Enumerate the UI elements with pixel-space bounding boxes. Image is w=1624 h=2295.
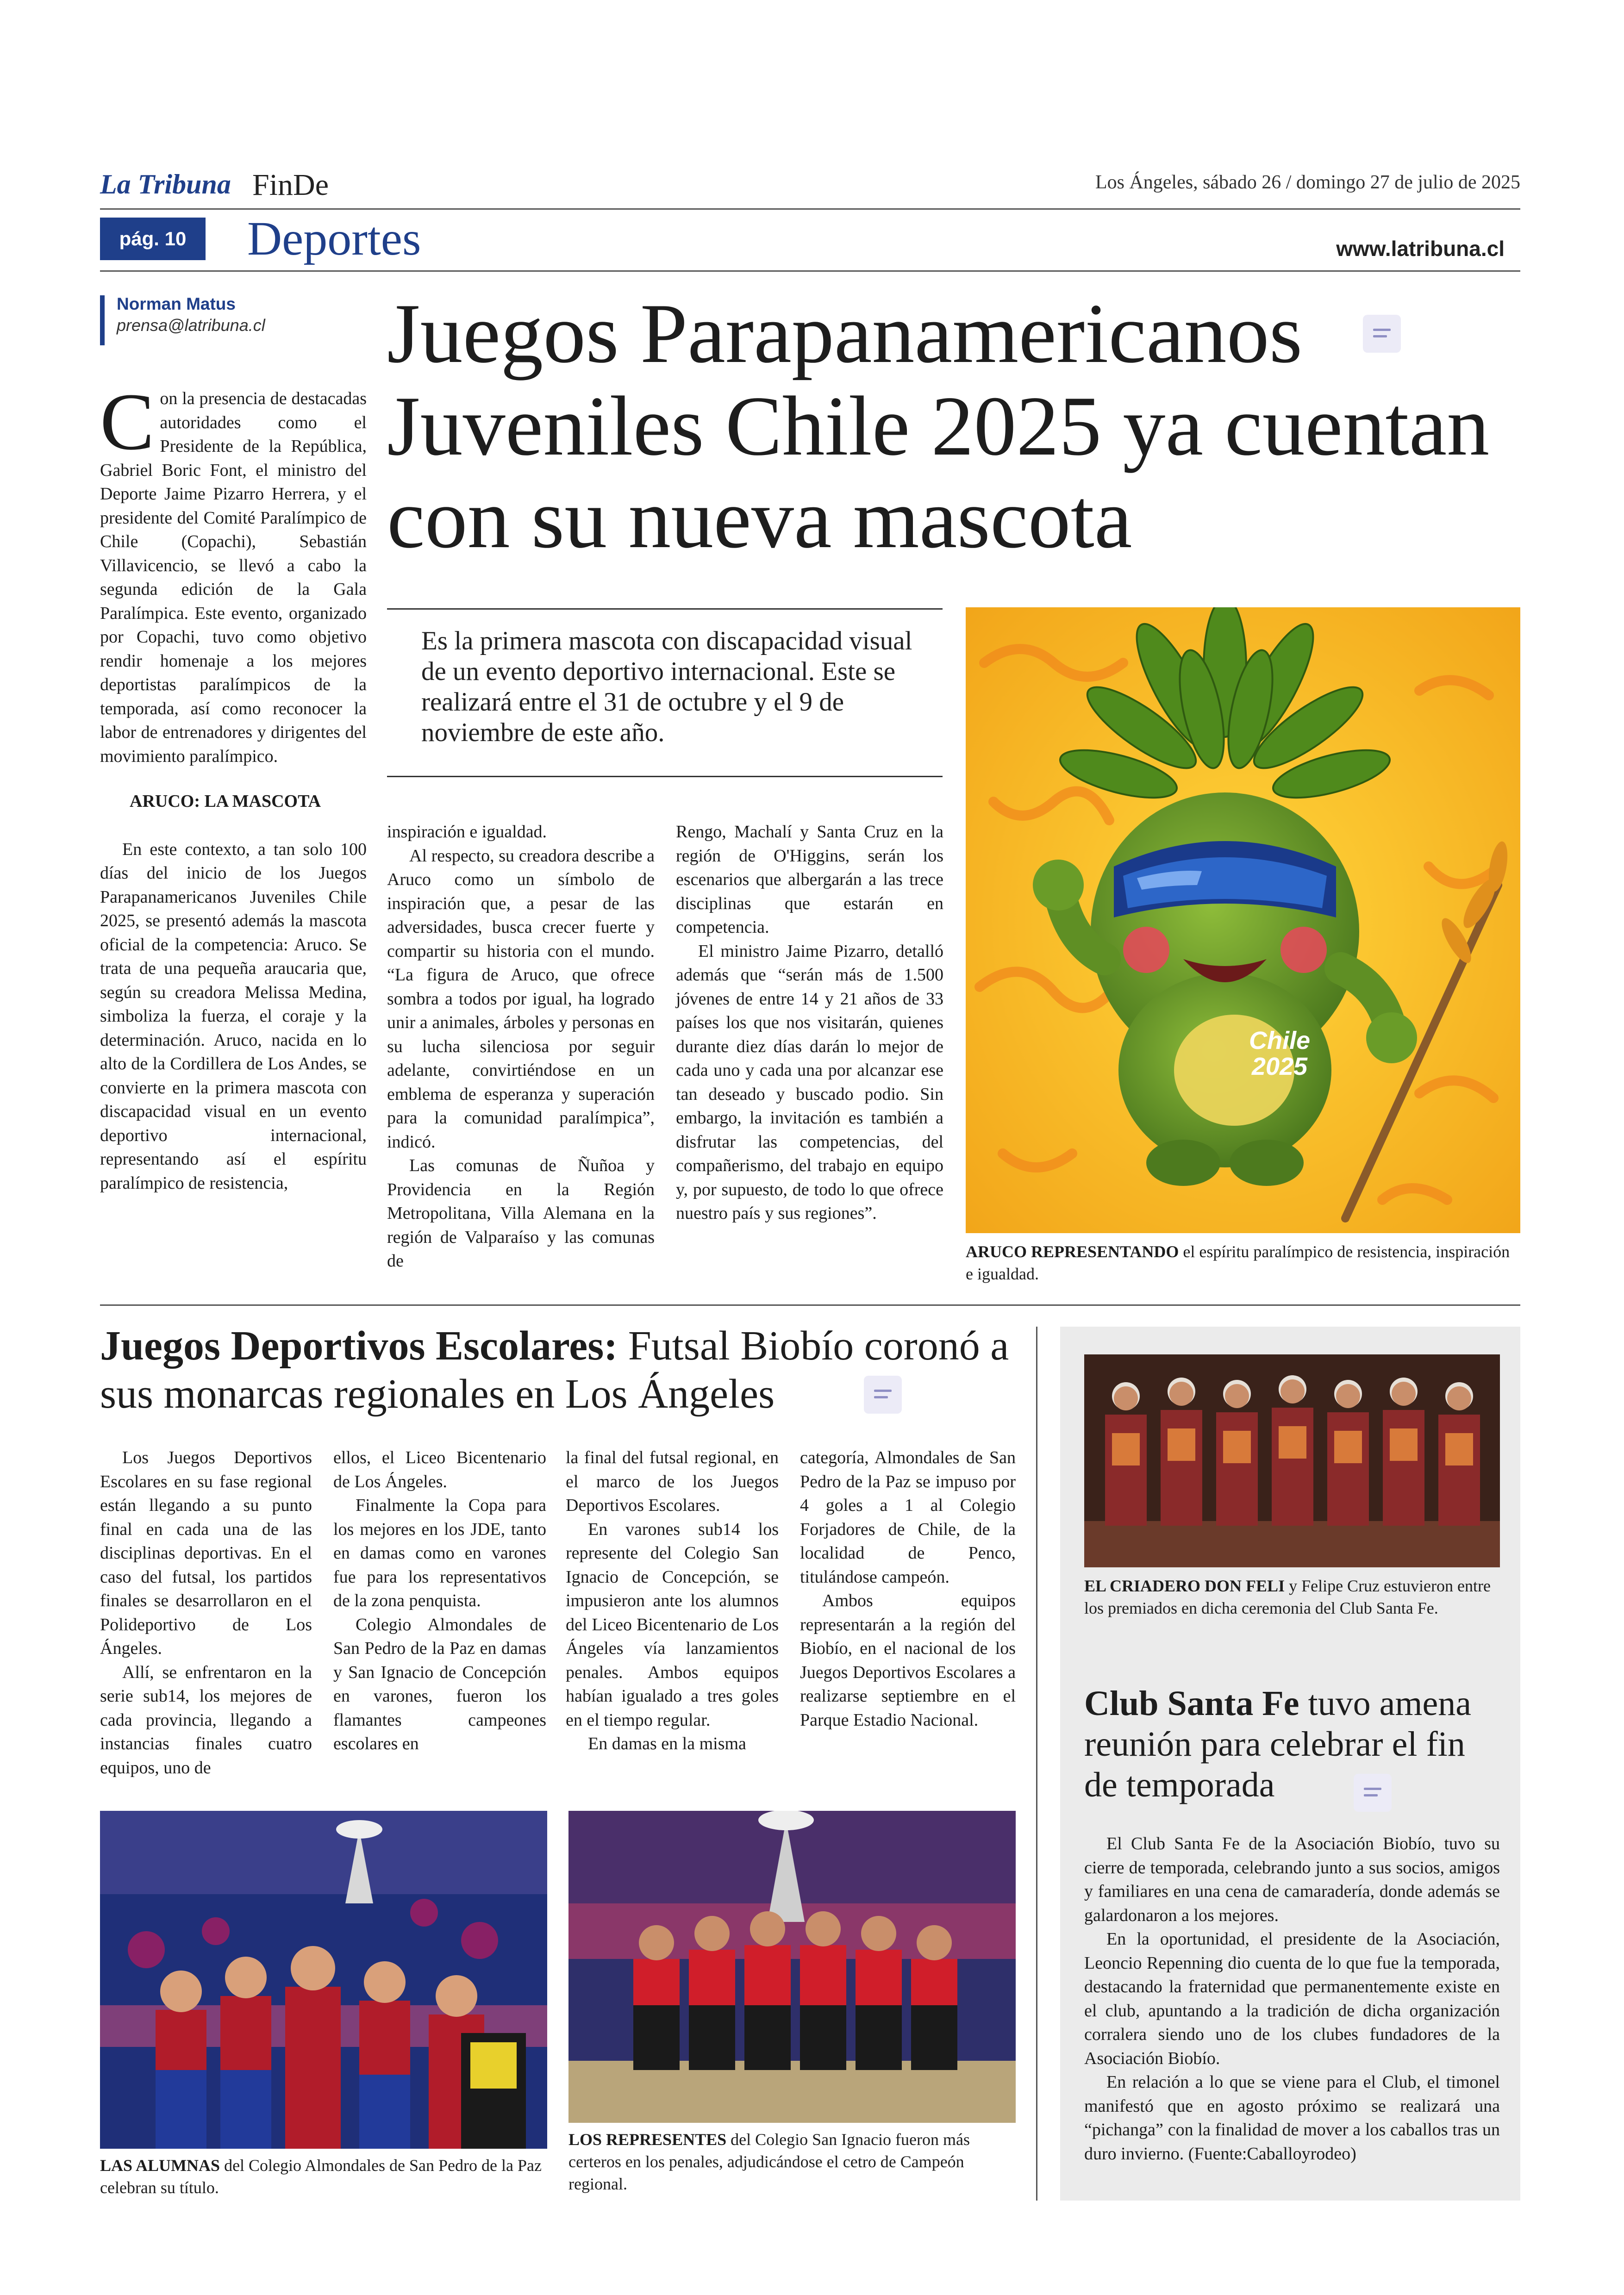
main-col-3 (676, 820, 943, 1226)
comment-icon[interactable] (864, 1376, 902, 1414)
main-col-3-paragraph-2: El ministro Jaime Pizarro, detalló además que “serán más de 1.500 jóvenes de entre 14 y 21 años de 33 países los que nos visitarán, quienes durante diez días darán lo mejor de cada uno y cada una por alcanzar ese tan deseado y buscado podio. Sin embargo, la invitación es también a disfrutar las competencias, del compañerismo, del trabajo en equipo y, por supuesto, de todo lo que ofrece nuestro país y sus regiones”. (676, 941, 943, 1223)
futsal-col-3-paragraph-3: En damas en la misma (588, 1734, 746, 1753)
futsal-col-1 (100, 1446, 312, 1780)
section-title: Deportes (247, 212, 421, 265)
sidebar-headline-bold: Club Santa Fe (1084, 1684, 1299, 1723)
futsal-col-4-paragraph-1: categoría, Almondales de San Pedro de la Paz se impuso por 4 goles a 1 al Colegio Forjadores de Chile, de la localidad de Penco, titulándose campeón. (800, 1448, 1016, 1587)
main-col-2-paragraph-2: Al respecto, su creadora describe a Aruco como un símbolo de inspiración que, a pesar de las adversidades, busca crecer fuerte y compartir su historia con el mundo. “La figura de Aruco, que ofrece sombra a todos por igual, ha logrado unir a animales, árboles y personas en su lucha silenciosa por seguir adelante, convirtiéndose en un emblema de esperanza y superación para la comunidad paralímpica”, indicó. (387, 846, 655, 1152)
sidebar-box (1060, 1327, 1520, 2201)
main-headline (387, 287, 1489, 565)
header-rule-bottom (100, 270, 1520, 272)
mascot-badge-line-2: 2025 (1251, 1053, 1308, 1080)
deck-rule-bottom (387, 776, 943, 777)
comment-icon[interactable] (1363, 315, 1401, 353)
mascot-illustration (966, 607, 1520, 1233)
comment-icon[interactable] (1354, 1774, 1392, 1812)
sidebar-photo-caption-bold: EL CRIADERO DON FELI (1084, 1577, 1285, 1595)
main-col-2 (387, 820, 655, 1273)
futsal-headline-text: Futsal Biobío coronó a sus monarcas regionales en Los Ángeles (100, 1323, 1009, 1417)
futsal-col-1-paragraph-2: Allí, se enfrentaron en la serie sub14, los mejores de cada provincia, llegando a instancias finales cuatro equipos, uno de (100, 1662, 312, 1777)
dropcap: C (100, 377, 155, 467)
main-col-1 (100, 377, 367, 1195)
page-number-label: pág. 10 (119, 228, 187, 249)
main-headline-line-1: Juegos Parapanamericanos (387, 286, 1303, 380)
futsal-photo-boys-caption-bold: LOS REPRESENTES (568, 2130, 727, 2149)
mascot-caption-bold: ARUCO REPRESENTANDO (966, 1242, 1179, 1261)
mascot-badge-line-1: Chile (1249, 1027, 1311, 1054)
sidebar-divider (1036, 1327, 1037, 2201)
mascot-badge (1229, 1028, 1330, 1079)
futsal-photo-boys-image (568, 1811, 1016, 2123)
sidebar-paragraph-3: En relación a lo que se viene para el Club, el timonel manifestó que en agosto próximo se realizará una “pichanga” con la finalidad de mover a los caballos tras un duro invierno. (Fuente:Caballoyrodeo) (1084, 2072, 1500, 2164)
author-email[interactable]: prensa@latribuna.cl (117, 316, 265, 335)
mascot-caption-text: el espíritu paralímpico de resistencia, inspiración e igualdad. (966, 1242, 1510, 1283)
sidebar-paragraph-1: El Club Santa Fe de la Asociación Biobío, tuvo su cierre de temporada, celebrando junto a sus socios, amigos y familiares en una cena de camaradería, donde además se galardonaron a los mejores. (1084, 1834, 1500, 1925)
futsal-col-4-paragraph-2: Ambos equipos representarán a la región del Biobío, en el nacional de los Juegos Deportivos Escolares a realizarse septiembre en el Parque Estadio Nacional. (800, 1591, 1016, 1730)
author-bar (100, 295, 105, 345)
main-col-1-paragraph-2: En este contexto, a tan solo 100 días del inicio de los Juegos Parapanamericanos Juveniles Chile 2025, se presentó además la mascota oficial de la competencia: Aruco. Se trata de una pequeña araucaria que, según su creadora Melissa Medina, simboliza la fuerza, el coraje y la determinación. Aruco, nacida en lo alto de la Cordillera de Los Andes, se convierte en la primera mascota con discapacidad visual en un evento deportivo internacional, representando así el espíritu paralímpico de resistencia, (100, 839, 367, 1193)
main-headline-line-3: con su nueva mascota (387, 471, 1132, 566)
futsal-photo-boys-caption (568, 2128, 1016, 2195)
futsal-headline-bold: Juegos Deportivos Escolares: (100, 1323, 618, 1369)
sidebar-photo (1084, 1354, 1500, 1567)
sidebar-photo-caption-text: y Felipe Cruz estuvieron entre los premiados en dicha ceremonia del Club Santa Fe. (1084, 1577, 1491, 1617)
futsal-col-2 (333, 1446, 546, 1756)
futsal-col-4 (800, 1446, 1016, 1732)
main-headline-line-2: Juveniles Chile 2025 ya cuentan (387, 379, 1490, 473)
main-col-2-paragraph-3: Las comunas de Ñuñoa y Providencia en la Región Metropolitana, Villa Alemana en la región de Valparaíso y las comunas de (387, 1156, 655, 1271)
page-number-badge (100, 218, 206, 260)
sidebar-headline-text: tuvo amena reunión para celebrar el fin de temporada (1084, 1684, 1471, 1804)
futsal-col-2-paragraph-3: Colegio Almondales de San Pedro de la Paz en damas y San Ignacio de Concepción en varones, fueron los flamantes campeones escolares en (333, 1615, 546, 1753)
author-name: Norman Matus (117, 294, 236, 313)
futsal-photo-girls-caption (100, 2154, 547, 2199)
masthead-section-brand: FinDe (252, 168, 329, 202)
sidebar-photo-image (1084, 1354, 1500, 1567)
main-col-1-paragraph-1: on la presencia de destacadas autoridades como el Presidente de la República, Gabriel Boric Font, el ministro del Deporte Jaime Pizarro Herrera, y el presidente del Comité Paralímpico de Chile (Copachi), Sebastián Villavicencio, se llevó a cabo la segunda edición de la Gala Paralímpica. Este evento, organizado por Copachi, tuvo como objetivo rendir homenaje a los mejores deportistas paralímpicos de la temporada, así como reconocer la labor de entrenadores y dirigentes del movimiento paralímpico. (100, 389, 367, 766)
futsal-photo-girls (100, 1811, 547, 2149)
masthead-logo: La Tribuna (100, 169, 231, 200)
main-deck: Es la primera mascota con discapacidad visual de un evento deportivo internacional. Este se realizará entre el 31 de octubre y el 9 de noviembre de este año. (421, 626, 912, 747)
futsal-photo-girls-caption-text: del Colegio Almondales de San Pedro de la Paz celebran su título. (100, 2156, 542, 2197)
sidebar-headline (1084, 1683, 1501, 1805)
main-col-2-paragraph-1: inspiración e igualdad. (387, 822, 547, 842)
futsal-photo-boys-caption-text: del Colegio San Ignacio fueron más certeros en los penales, adjudicándose el cetro de Campeón regional. (568, 2130, 970, 2193)
deck-rule-top (387, 608, 943, 610)
futsal-photo-boys (568, 1811, 1016, 2123)
sidebar-photo-caption (1084, 1575, 1500, 1619)
header-date: Los Ángeles, sábado 26 / domingo 27 de julio de 2025 (1095, 172, 1520, 193)
mascot-photo (966, 607, 1520, 1233)
futsal-photo-girls-image (100, 1811, 547, 2149)
main-subhead: ARUCO: LA MASCOTA (130, 792, 321, 811)
sidebar-body (1084, 1832, 1500, 2166)
sidebar-paragraph-2: En la oportunidad, el presidente de la Asociación, Leoncio Repenning dio cuenta de lo que fue la temporada, destacando la fraternidad que permanentemente existe en el club, apuntando a la tradición de dicha organización corralera siendo uno de los clubes fundadores de la Asociación Biobío. (1084, 1929, 1500, 2068)
mascot-caption (966, 1241, 1520, 1285)
futsal-col-2-paragraph-2: Finalmente la Copa para los mejores en los JDE, tanto en damas como en varones fue para los representativos de la zona penquista. (333, 1496, 546, 1610)
futsal-col-3-paragraph-2: En varones sub14 los represente del Colegio San Ignacio de Concepción, se impusieron ante los alumnos del Liceo Bicentenario de Los Ángeles vía lanzamientos penales. Ambos equipos habían igualado a tres goles en el tiempo regular. (566, 1519, 779, 1730)
website-url[interactable]: www.latribuna.cl (1336, 237, 1505, 261)
futsal-col-3-paragraph-1: la final del futsal regional, en el marco de los Juegos Deportivos Escolares. (566, 1448, 779, 1515)
futsal-photo-girls-caption-bold: LAS ALUMNAS (100, 2156, 220, 2175)
header-rule-top (100, 208, 1520, 210)
futsal-col-2-paragraph-1: ellos, el Liceo Bicentenario de Los Ángeles. (333, 1448, 546, 1491)
futsal-col-1-paragraph-1: Los Juegos Deportivos Escolares en su fase regional están llegando a su punto final en cada una de las disciplinas deportivas. En el caso del futsal, los partidos finales se desarrollaron en el Polideportivo de Los Ángeles. (100, 1448, 312, 1658)
main-col-3-paragraph-1: Rengo, Machalí y Santa Cruz en la región de O'Higgins, serán los escenarios que albergarán a las trece disciplinas que estarán en competencia. (676, 822, 943, 937)
section-divider (100, 1304, 1520, 1306)
futsal-col-3 (566, 1446, 779, 1756)
